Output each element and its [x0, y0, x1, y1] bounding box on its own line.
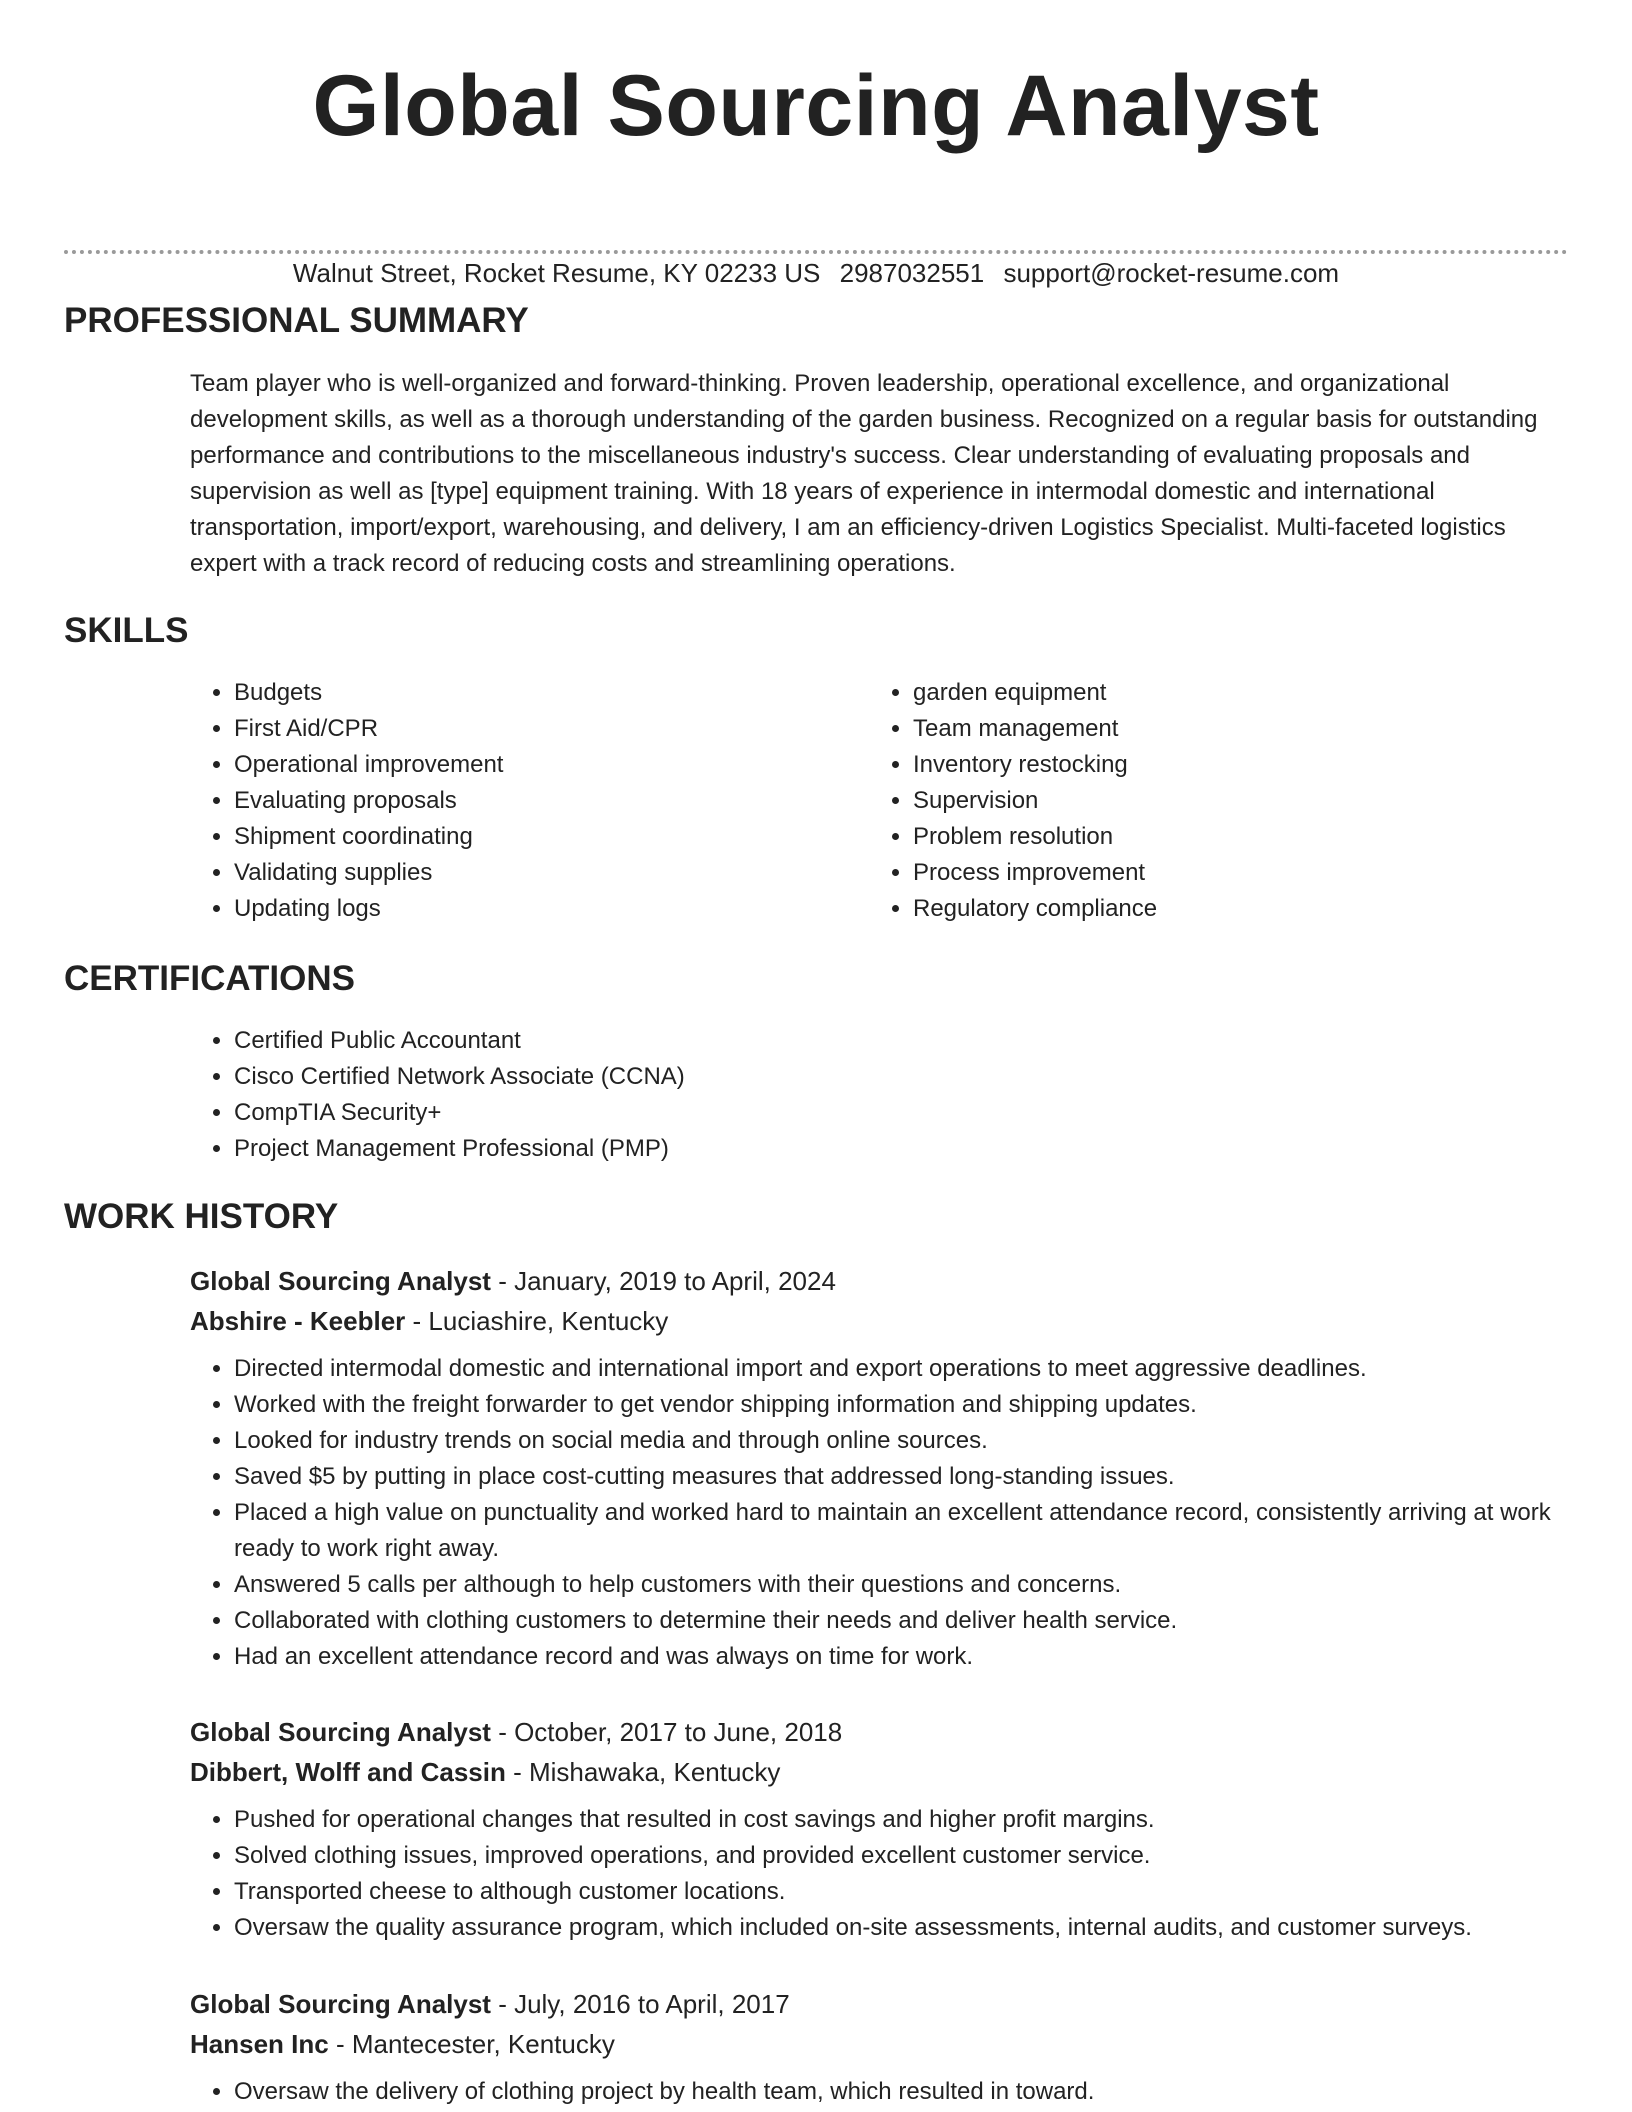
contact-address: Walnut Street, Rocket Resume, KY 02233 US [292, 258, 821, 288]
skill-item: • Process improvement [913, 855, 1489, 891]
job-bullet: • Had an excellent attendance record and was always on time for work. [234, 1639, 1570, 1675]
skill-item: • Operational improvement [234, 747, 810, 783]
contact-email: support@rocket-resume.com [1003, 258, 1340, 288]
skills-left-column [190, 675, 810, 927]
skill-item: • First Aid/CPR [234, 711, 810, 747]
job-company-line [190, 1752, 1570, 1792]
job-bullets [190, 1802, 1570, 1946]
job-dates: - October, 2017 to June, 2018 [490, 1717, 843, 1747]
resume-name: Global Sourcing Analyst [312, 58, 1320, 154]
job-title-line [190, 1712, 1570, 1752]
job-company: Dibbert, Wolff and Cassin [190, 1757, 506, 1787]
skill-item: • Team management [913, 711, 1489, 747]
job-company-line [190, 2024, 1570, 2064]
job-bullet: • Solved clothing issues, improved operations, and provided excellent customer service. [234, 1838, 1570, 1874]
contact-line [0, 256, 1632, 290]
job-bullets [190, 1351, 1570, 1675]
job-bullets [190, 2074, 1570, 2110]
skills-list-left [190, 675, 810, 927]
section-title-summary: PROFESSIONAL SUMMARY [64, 301, 529, 340]
job-bullet: • Oversaw the quality assurance program, which included on-site assessments, internal audits, and customer surveys. [234, 1910, 1570, 1946]
skill-item: • Budgets [234, 675, 810, 711]
skills-list-right [869, 675, 1489, 927]
certification-item: • CompTIA Security+ [234, 1095, 1090, 1131]
skill-item: • garden equipment [913, 675, 1489, 711]
job-bullet: • Saved $5 by putting in place cost-cutting measures that addressed long-standing issues. [234, 1459, 1570, 1495]
job-bullet: • Pushed for operational changes that resulted in cost savings and higher profit margins. [234, 1802, 1570, 1838]
job-location: - Mantecester, Kentucky [328, 2029, 615, 2059]
certification-item: • Certified Public Accountant [234, 1023, 1090, 1059]
job-bullet: • Placed a high value on punctuality and worked hard to maintain an excellent attendance record, consistently arriving at work ready to work right away. [234, 1495, 1570, 1567]
job-location: - Luciashire, Kentucky [405, 1306, 669, 1336]
skill-item: • Supervision [913, 783, 1489, 819]
job-entry [190, 1984, 1570, 2110]
skills-right-column [869, 675, 1489, 927]
skill-item: • Updating logs [234, 891, 810, 927]
job-dates: - January, 2019 to April, 2024 [490, 1266, 836, 1296]
summary-text: Team player who is well-organized and forward-thinking. Proven leadership, operational excellence, and organizational development skills, as well as a thorough understanding of the garden business. Recognized on a regular basis for outstanding performance and contributions to the miscellaneous industry's success. Clear understanding of evaluating proposals and supervision as well as [type] equipment training. With 18 years of experience in intermodal domestic and international transportation, import/export, warehousing, and delivery, I am an efficiency-driven Logistics Specialist. Multi-faceted logistics expert with a track record of reducing costs and streamlining operations. [190, 370, 1538, 577]
skill-item: • Inventory restocking [913, 747, 1489, 783]
job-title: Global Sourcing Analyst [190, 1266, 491, 1296]
job-title-line [190, 1261, 1570, 1301]
skill-item: • Evaluating proposals [234, 783, 810, 819]
skill-item: • Regulatory compliance [913, 891, 1489, 927]
skill-item: • Shipment coordinating [234, 819, 810, 855]
certifications-list [190, 1023, 1090, 1167]
job-location: - Mishawaka, Kentucky [505, 1757, 781, 1787]
certification-item: • Cisco Certified Network Associate (CCNA) [234, 1059, 1090, 1095]
certifications-block [190, 1023, 1090, 1167]
job-dates: - July, 2016 to April, 2017 [490, 1989, 790, 2019]
job-entry [190, 1712, 1570, 1946]
job-bullet: • Looked for industry trends on social media and through online sources. [234, 1423, 1570, 1459]
section-title-work-history: WORK HISTORY [64, 1197, 339, 1236]
job-entry [190, 1261, 1570, 1675]
certification-item: • Project Management Professional (PMP) [234, 1131, 1090, 1167]
skill-item: • Problem resolution [913, 819, 1489, 855]
section-title-certifications: CERTIFICATIONS [64, 959, 356, 998]
job-company-line [190, 1301, 1570, 1341]
job-title-line [190, 1984, 1570, 2024]
job-company: Abshire - Keebler [190, 1306, 406, 1336]
contact-phone: 2987032551 [839, 258, 985, 288]
job-title: Global Sourcing Analyst [190, 1989, 491, 2019]
section-title-skills: SKILLS [64, 611, 189, 650]
job-bullet: • Transported cheese to although customer locations. [234, 1874, 1570, 1910]
header-divider [64, 250, 1568, 254]
skill-item: • Validating supplies [234, 855, 810, 891]
job-bullet: • Collaborated with clothing customers to determine their needs and deliver health service. [234, 1603, 1570, 1639]
job-company: Hansen Inc [190, 2029, 329, 2059]
job-bullet: • Directed intermodal domestic and international import and export operations to meet aggressive deadlines. [234, 1351, 1570, 1387]
job-bullet: • Answered 5 calls per although to help customers with their questions and concerns. [234, 1567, 1570, 1603]
job-bullet: • Worked with the freight forwarder to get vendor shipping information and shipping updates. [234, 1387, 1570, 1423]
job-title: Global Sourcing Analyst [190, 1717, 491, 1747]
job-bullet: • Oversaw the delivery of clothing project by health team, which resulted in toward. [234, 2074, 1570, 2110]
